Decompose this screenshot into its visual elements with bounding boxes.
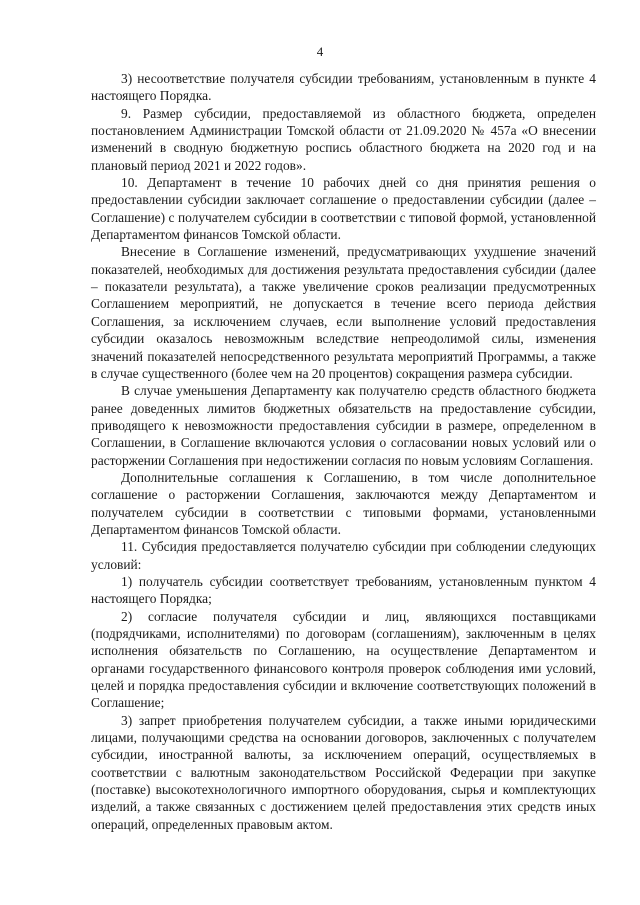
paragraph-agreement-amendments: Внесение в Соглашение изменений, предусматривающих ухудшение значений показателей, необходимых для достижения результата предоставления субсидии (далее – показатели результата), а также увеличение сроков реализации предусмотренных Соглашением мероприятий, не допускается в течение всего периода действия Соглашения, за исключением случаев, если выполнение условий предоставления субсидии оказалось невозможным вследствие непреодолимой силы, изменения значений показателей непосредственного результата мероприятий Программы, а также в случае существенного (более чем на 20 процентов) сокращения размера субсидии. (91, 244, 596, 381)
paragraph-additional-agreements: Дополнительные соглашения к Соглашению, в том числе дополнительное соглашение о расторжении Соглашения, заключаются между Департаментом и получателем субсидии в соответствии с типовыми формами, установленными Департаментом финансов Томской области. (91, 469, 596, 537)
paragraph-condition-2: 2) согласие получателя субсидии и лиц, являющихся поставщиками (подрядчиками, исполнителями) по договорам (соглашениям), заключенным в целях исполнения обязательств по Соглашению, на осуществление Департаментом и органами государственного финансового контроля проверок соблюдения ими условий, целей и порядка предоставления субсидии и включение соответствующих положений в Соглашение; (91, 608, 596, 711)
paragraph-clause-10-agreement: 10. Департамент в течение 10 рабочих дней со дня принятия решения о предоставлении субсидии заключает соглашение о предоставлении субсидии (далее – Соглашение) с получателем субсидии в соответствии с типовой формой, установленной Департаментом финансов Томской области. (91, 175, 596, 243)
page-number: 4 (316, 44, 324, 59)
paragraph-condition-1: 1) получатель субсидии соответствует требованиям, установленным пунктом 4 настоящего Порядка; (91, 573, 596, 607)
paragraph-item-3-noncompliance: 3) несоответствие получателя субсидии требованиям, установленным в пункте 4 настоящего Порядка. (91, 71, 596, 104)
paragraph-condition-3: 3) запрет приобретения получателем субсидии, а также иными юридическими лицами, получающими средства на основании договоров, заключенных с получателем субсидии, иностранной валюты, за исключением операций, осуществляемых в соответствии с валютным законодательством Российской Федерации при закупке (поставке) высокотехнологичного импортного оборудования, сырья и комплектующих изделий, а также связанных с достижением целей предоставления этих средств иных операций, определенных правовым актом. (91, 712, 596, 832)
document-body (91, 70, 596, 833)
paragraph-budget-limits-reduction: В случае уменьшения Департаменту как получателю средств областного бюджета ранее доведенных лимитов бюджетных обязательств на предоставление субсидии, приводящего к невозможности предоставления субсидии в размере, определенном в Соглашении, в Соглашение включаются условия о согласовании новых условий или о расторжении Соглашения при недостижении согласия по новым условиям Соглашения. (91, 383, 596, 468)
paragraph-clause-11-conditions: 11. Субсидия предоставляется получателю субсидии при соблюдении следующих условий: (91, 539, 596, 572)
paragraph-clause-9-subsidy-amount: 9. Размер субсидии, предоставляемой из областного бюджета, определен постановлением Администрации Томской области от 21.09.2020 № 457а «О внесении изменений в сводную бюджетную роспись областного бюджета на 2020 год и на плановый период 2021 и 2022 годов». (91, 105, 596, 173)
